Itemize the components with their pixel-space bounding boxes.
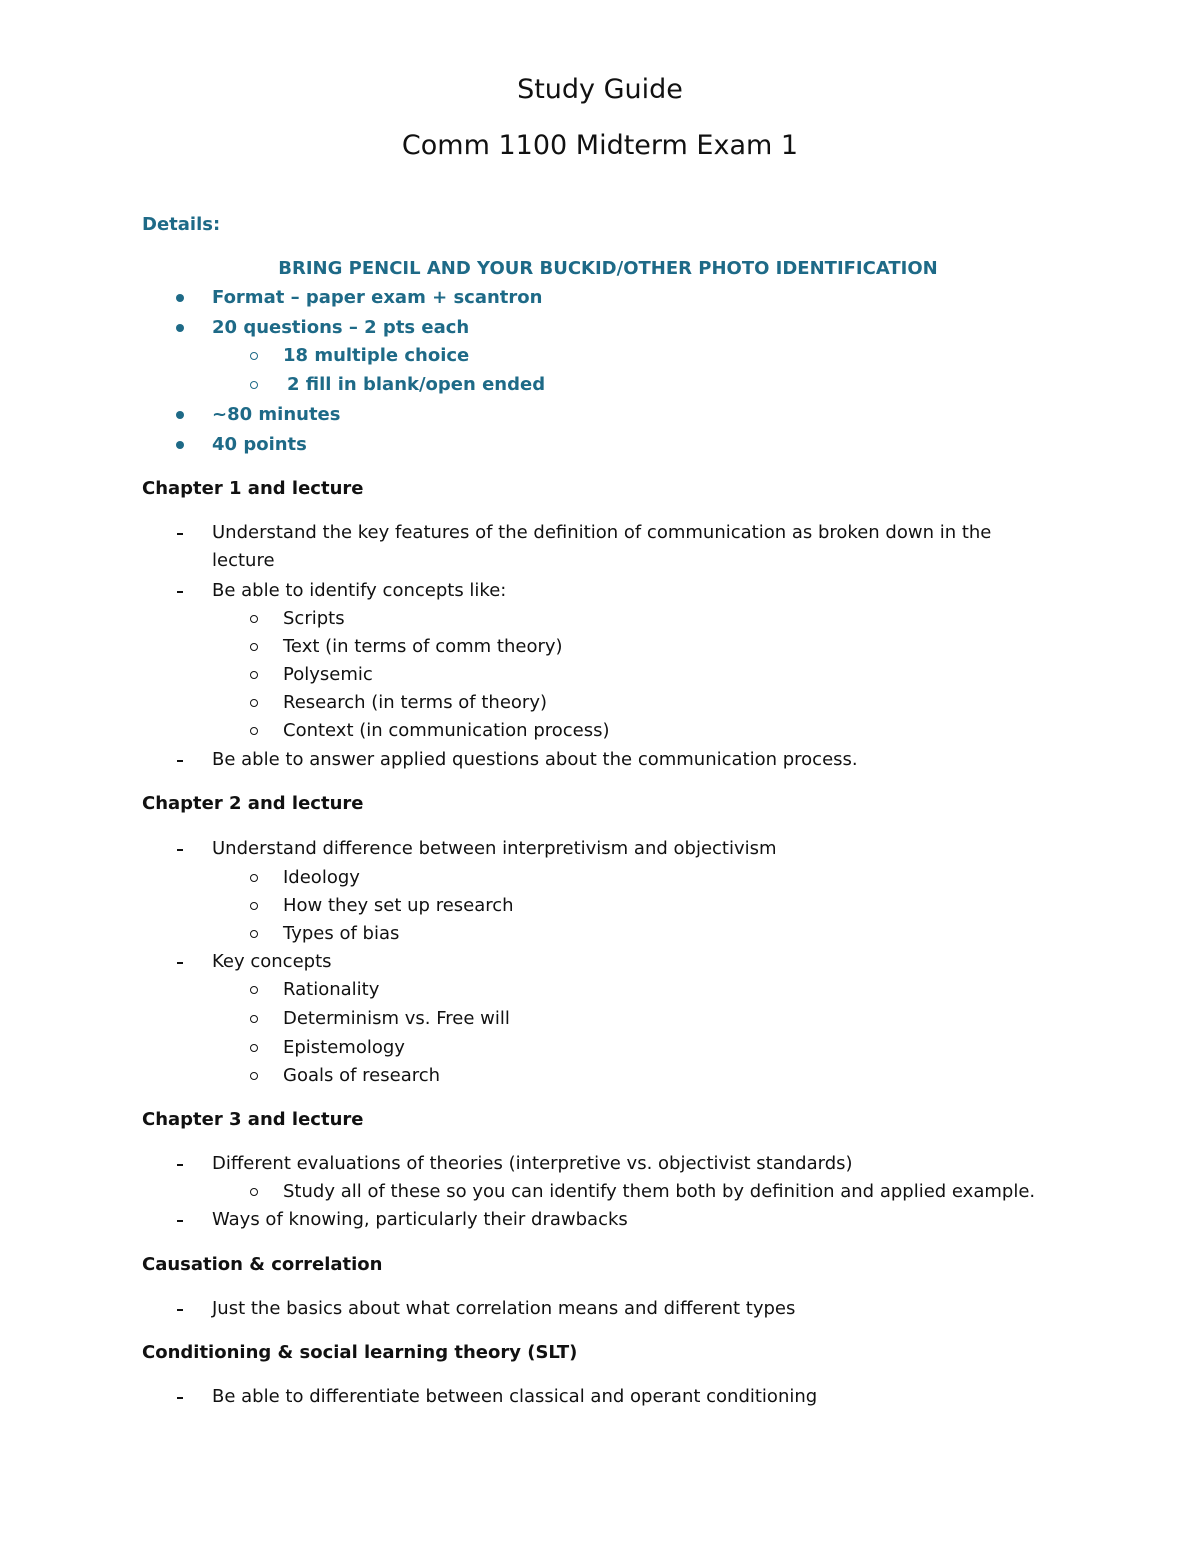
details-item-format: Format – paper exam + scantron (212, 287, 543, 308)
bullet-ring-icon (250, 699, 258, 707)
bullet-ring-icon (250, 615, 258, 623)
bullet-ring-icon (250, 1072, 258, 1080)
bullet-disc-icon (176, 411, 184, 419)
chapter2-heading: Chapter 2 and lecture (142, 793, 364, 814)
details-subitem-multiple-choice: 18 multiple choice (283, 345, 470, 366)
chapter2-sub-ideology: Ideology (283, 867, 360, 888)
chapter2-item-difference: Understand difference between interpretivism and objectivism (212, 838, 777, 859)
bullet-dash-icon (177, 962, 183, 964)
bullet-dash-icon (177, 760, 183, 762)
chapter1-concept-context: Context (in communication process) (283, 720, 610, 741)
chapter3-heading: Chapter 3 and lecture (142, 1109, 364, 1130)
chapter2-sub-goals: Goals of research (283, 1065, 441, 1086)
chapter2-sub-epistemology: Epistemology (283, 1037, 405, 1058)
bullet-dash-icon (177, 1397, 183, 1399)
bullet-ring-icon (250, 1015, 258, 1023)
chapter1-concept-research: Research (in terms of theory) (283, 692, 547, 713)
causation-heading: Causation & correlation (142, 1254, 383, 1275)
bullet-ring-icon (250, 381, 258, 389)
bullet-disc-icon (176, 294, 184, 302)
bullet-ring-icon (250, 986, 258, 994)
bullet-dash-icon (177, 533, 183, 535)
details-item-questions: 20 questions – 2 pts each (212, 317, 470, 338)
chapter3-item-evaluations: Different evaluations of theories (interpretive vs. objectivist standards) (212, 1153, 853, 1174)
bullet-ring-icon (250, 352, 258, 360)
chapter2-sub-rationality: Rationality (283, 979, 380, 1000)
bullet-dash-icon (177, 1309, 183, 1311)
chapter1-item-definition-cont: lecture (212, 550, 275, 571)
bullet-ring-icon (250, 671, 258, 679)
bullet-dash-icon (177, 849, 183, 851)
bullet-ring-icon (250, 643, 258, 651)
bullet-disc-icon (176, 324, 184, 332)
chapter3-item-ways: Ways of knowing, particularly their drawbacks (212, 1209, 628, 1230)
chapter1-concept-scripts: Scripts (283, 608, 345, 629)
bullet-ring-icon (250, 1044, 258, 1052)
details-heading: Details: (142, 214, 221, 235)
chapter2-item-key-concepts: Key concepts (212, 951, 332, 972)
bullet-dash-icon (177, 1220, 183, 1222)
chapter2-sub-determinism: Determinism vs. Free will (283, 1008, 510, 1029)
details-item-points: 40 points (212, 434, 307, 455)
chapter1-item-identify: Be able to identify concepts like: (212, 580, 507, 601)
details-subitem-fill-in: 2 fill in blank/open ended (287, 374, 546, 395)
bullet-ring-icon (250, 902, 258, 910)
bullet-dash-icon (177, 591, 183, 593)
chapter3-sub-study: Study all of these so you can identify them both by definition and applied example. (283, 1181, 1036, 1202)
bullet-ring-icon (250, 727, 258, 735)
chapter1-item-definition: Understand the key features of the definition of communication as broken down in the (212, 522, 992, 543)
document-subtitle: Comm 1100 Midterm Exam 1 (401, 130, 799, 161)
conditioning-heading: Conditioning & social learning theory (SLT) (142, 1342, 578, 1363)
bullet-ring-icon (250, 874, 258, 882)
chapter2-sub-bias: Types of bias (283, 923, 400, 944)
details-item-minutes: ~80 minutes (212, 404, 341, 425)
document-title: Study Guide (517, 74, 683, 105)
bullet-ring-icon (250, 1188, 258, 1196)
bullet-disc-icon (176, 441, 184, 449)
chapter2-sub-research: How they set up research (283, 895, 514, 916)
chapter1-concept-polysemic: Polysemic (283, 664, 373, 685)
details-callout: BRING PENCIL AND YOUR BUCKID/OTHER PHOTO IDENTIFICATION (278, 258, 938, 279)
conditioning-item-differentiate: Be able to differentiate between classical and operant conditioning (212, 1386, 818, 1407)
chapter1-concept-text: Text (in terms of comm theory) (283, 636, 563, 657)
bullet-dash-icon (177, 1164, 183, 1166)
causation-item-basics: Just the basics about what correlation means and different types (212, 1298, 796, 1319)
chapter1-item-applied: Be able to answer applied questions about the communication process. (212, 749, 858, 770)
bullet-ring-icon (250, 930, 258, 938)
chapter1-heading: Chapter 1 and lecture (142, 478, 364, 499)
